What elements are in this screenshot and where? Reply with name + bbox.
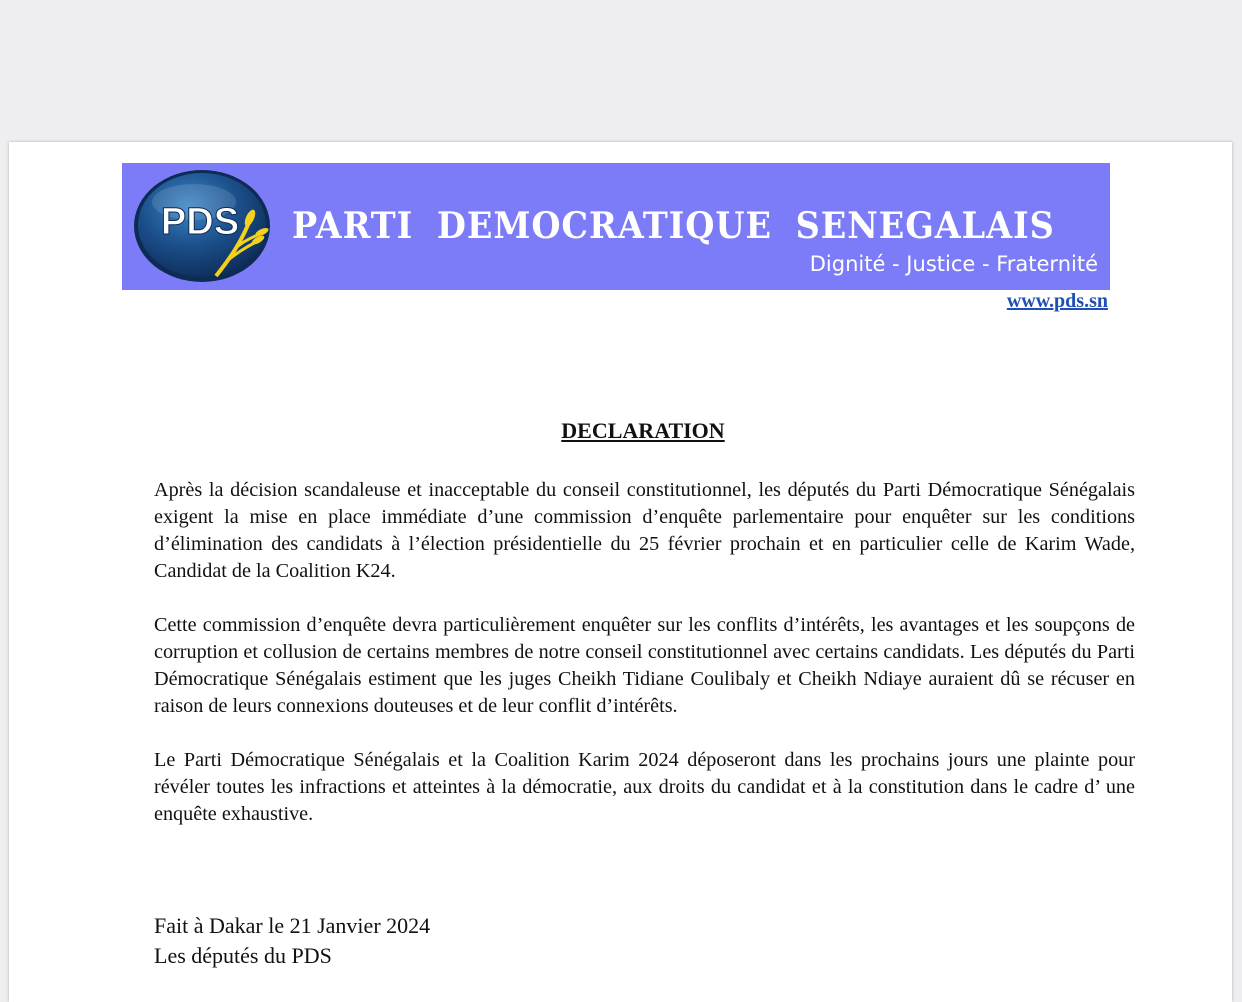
- paragraph-1: Après la décision scandaleuse et inacceptable du conseil constitutionnel, les députés du Parti Démocratique Sénégalais exigent la mise en place immédiate d’une commission d’enquête parlementaire pour enquêter sur les conditions d’élimination des candidats à l’élection présidentielle du 25 février prochain et en particulier celle de Karim Wade, Candidat de la Coalition K24.: [154, 479, 1135, 582]
- website-link[interactable]: www.pds.sn: [1006, 290, 1108, 312]
- document-page: [9, 142, 1232, 1002]
- paragraph-3: Le Parti Démocratique Sénégalais et la Coalition Karim 2024 déposeront dans les prochains jours une plainte pour révéler toutes les infractions et atteintes à la démocratie, aux droits du candidat et à la constitution dans le cadre d’ une enquête exhaustive.: [154, 749, 1135, 825]
- pds-logo: [132, 168, 282, 284]
- paragraph-2: Cette commission d’enquête devra particulièrement enquêter sur les conflits d’intérêts, les avantages et les soupçons de corruption et collusion de certains membres de notre conseil constitutionnel avec certains candidats. Les députés du Parti Démocratique Sénégalais estiment que les juges Cheikh Tidiane Coulibaly et Cheikh Ndiaye auraient dû se récuser en raison de leurs connexions douteuses et de leur conflit d’intérêts.: [154, 614, 1135, 717]
- signature-author: Les députés du PDS: [154, 943, 332, 968]
- party-motto: Dignité - Justice - Fraternité: [809, 252, 1098, 276]
- header-banner: [122, 163, 1110, 290]
- signature-place-date: Fait à Dakar le 21 Janvier 2024: [154, 913, 431, 938]
- document-title: DECLARATION: [561, 418, 725, 443]
- party-name: PARTI DEMOCRATIQUE SENEGALAIS: [292, 205, 1055, 247]
- svg-text:PDS: PDS: [160, 201, 240, 243]
